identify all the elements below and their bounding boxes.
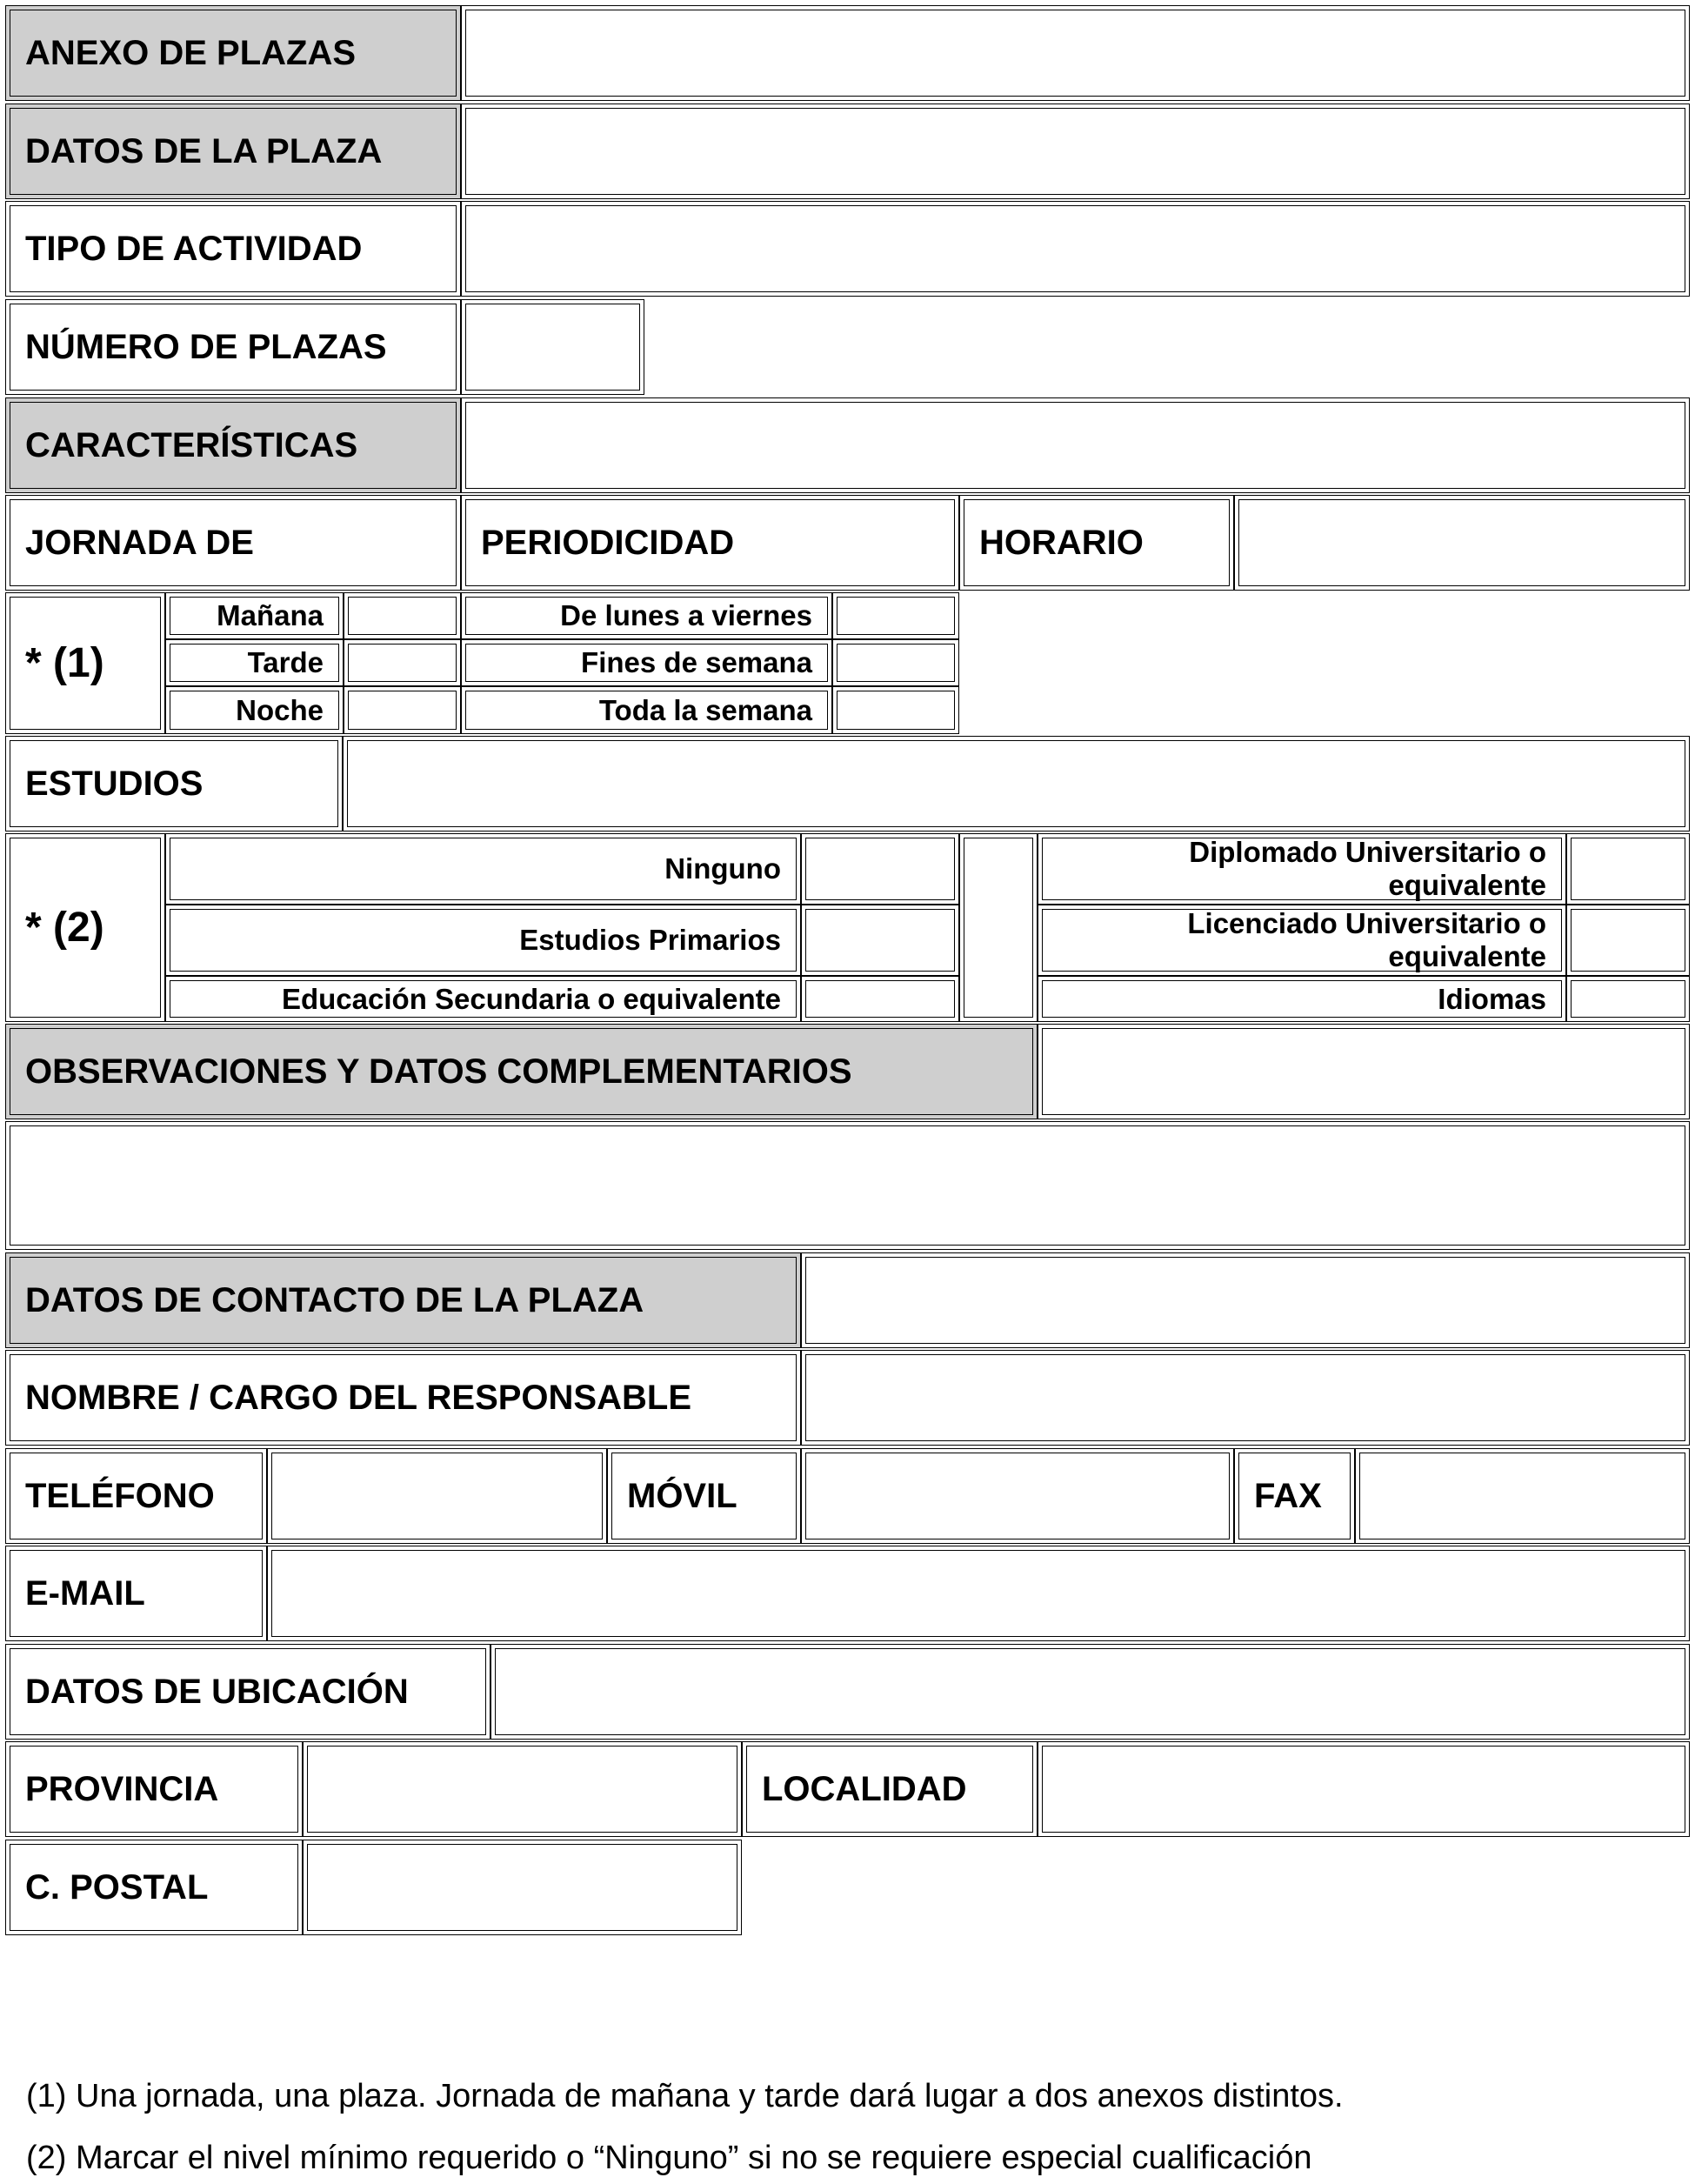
datos-contacto-field[interactable] xyxy=(801,1252,1690,1348)
periodicidad-header: PERIODICIDAD xyxy=(461,495,959,591)
turno-tarde-checkbox[interactable] xyxy=(344,639,461,686)
cpostal-label: C. POSTAL xyxy=(5,1840,303,1935)
observaciones-textarea[interactable] xyxy=(5,1121,1690,1250)
estudios-label: ESTUDIOS xyxy=(5,736,343,832)
caracteristicas-field[interactable] xyxy=(461,397,1690,493)
numero-plazas-label: NÚMERO DE PLAZAS xyxy=(5,299,461,395)
telefono-field[interactable] xyxy=(267,1448,607,1544)
telefono-label: TELÉFONO xyxy=(5,1448,267,1544)
estudio-diplomado-checkbox[interactable] xyxy=(1566,833,1690,905)
turno-manana-checkbox[interactable] xyxy=(344,592,461,639)
tipo-actividad-field[interactable] xyxy=(461,201,1690,297)
estudio-idiomas-checkbox[interactable] xyxy=(1566,976,1690,1022)
email-label: E-MAIL xyxy=(5,1546,267,1641)
estudio-primarios-label: Estudios Primarios xyxy=(165,905,801,976)
tipo-actividad-label: TIPO DE ACTIVIDAD xyxy=(5,201,461,297)
turno-manana-label: Mañana xyxy=(165,592,344,639)
fax-label: FAX xyxy=(1234,1448,1355,1544)
estudios-note-ref: * (2) xyxy=(5,833,165,1022)
cpostal-field[interactable] xyxy=(303,1840,742,1935)
anexo-de-plazas-field[interactable] xyxy=(461,5,1690,101)
periodo-lunes-viernes-checkbox[interactable] xyxy=(832,592,959,639)
ubicacion-field[interactable] xyxy=(490,1644,1690,1740)
estudio-primarios-checkbox[interactable] xyxy=(801,905,959,976)
periodo-toda-semana-label: Toda la semana xyxy=(461,686,832,734)
datos-de-la-plaza-field[interactable] xyxy=(461,104,1690,199)
localidad-label: LOCALIDAD xyxy=(742,1741,1038,1837)
movil-field[interactable] xyxy=(801,1448,1234,1544)
estudio-diplomado-label: Diplomado Universitario o equivalente xyxy=(1038,833,1566,905)
estudio-licenciado-label: Licenciado Universitario o equivalente xyxy=(1038,905,1566,976)
turno-noche-label: Noche xyxy=(165,686,344,734)
observaciones-side-field[interactable] xyxy=(1038,1024,1690,1119)
provincia-label: PROVINCIA xyxy=(5,1741,303,1837)
periodo-toda-semana-checkbox[interactable] xyxy=(832,686,959,734)
jornada-header: JORNADA DE xyxy=(5,495,461,591)
section-observaciones: OBSERVACIONES Y DATOS COMPLEMENTARIOS xyxy=(5,1024,1038,1119)
fax-field[interactable] xyxy=(1355,1448,1690,1544)
localidad-field[interactable] xyxy=(1038,1741,1690,1837)
section-datos-de-la-plaza: DATOS DE LA PLAZA xyxy=(5,104,461,199)
estudio-idiomas-label: Idiomas xyxy=(1038,976,1566,1022)
horario-field[interactable] xyxy=(1234,495,1690,591)
movil-label: MÓVIL xyxy=(607,1448,801,1544)
footnote-1: (1) Una jornada, una plaza. Jornada de mañana y tarde dará lugar a dos anexos distintos. xyxy=(26,2078,1344,2114)
turno-tarde-label: Tarde xyxy=(165,639,344,686)
estudio-secundaria-label: Educación Secundaria o equivalente xyxy=(165,976,801,1022)
provincia-field[interactable] xyxy=(303,1741,742,1837)
turno-noche-checkbox[interactable] xyxy=(344,686,461,734)
periodo-fines-semana-label: Fines de semana xyxy=(461,639,832,686)
estudio-secundaria-checkbox[interactable] xyxy=(801,976,959,1022)
horario-header: HORARIO xyxy=(959,495,1234,591)
responsable-field[interactable] xyxy=(801,1350,1690,1446)
estudios-field[interactable] xyxy=(343,736,1690,832)
estudio-ninguno-label: Ninguno xyxy=(165,833,801,905)
responsable-label: NOMBRE / CARGO DEL RESPONSABLE xyxy=(5,1350,801,1446)
section-caracteristicas: CARACTERÍSTICAS xyxy=(5,397,461,493)
numero-plazas-field[interactable] xyxy=(461,299,644,395)
email-field[interactable] xyxy=(267,1546,1690,1641)
section-anexo-de-plazas: ANEXO DE PLAZAS xyxy=(5,5,461,101)
periodo-lunes-viernes-label: De lunes a viernes xyxy=(461,592,832,639)
estudio-ninguno-checkbox[interactable] xyxy=(801,833,959,905)
estudio-licenciado-checkbox[interactable] xyxy=(1566,905,1690,976)
section-datos-contacto: DATOS DE CONTACTO DE LA PLAZA xyxy=(5,1252,801,1348)
periodo-fines-semana-checkbox[interactable] xyxy=(832,639,959,686)
footnote-2: (2) Marcar el nivel mínimo requerido o “Ninguno” si no se requiere especial cualificación xyxy=(26,2140,1312,2176)
ubicacion-label: DATOS DE UBICACIÓN xyxy=(5,1644,490,1740)
jornada-note-ref: * (1) xyxy=(5,592,165,734)
estudios-spacer xyxy=(959,833,1038,1022)
